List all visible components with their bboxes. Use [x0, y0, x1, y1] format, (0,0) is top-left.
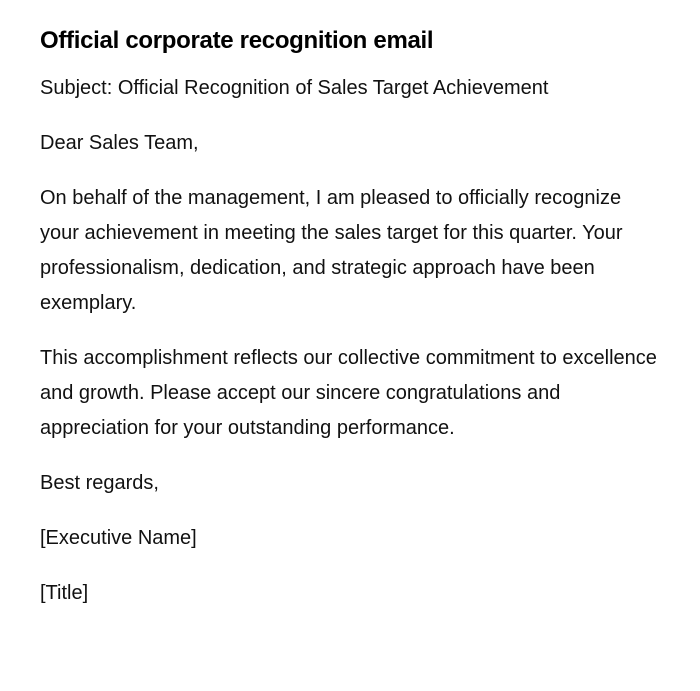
document-title: Official corporate recognition email: [40, 27, 434, 54]
email-body-paragraph-2: This accomplishment reflects our collective commitment to excellence and growth. Please accept our sincere congratulations and appreciation for your outstanding performance.: [40, 347, 657, 439]
email-subject: Subject: Official Recognition of Sales Target Achievement: [40, 77, 549, 99]
signature-name: [Executive Name]: [40, 527, 197, 549]
email-closing: Best regards,: [40, 472, 159, 494]
email-body-paragraph-1: On behalf of the management, I am pleased to officially recognize your achievement in meeting the sales target for this quarter. Your professionalism, dedication, and strategic approach have been exemplary.: [40, 187, 623, 314]
signature-title: [Title]: [40, 582, 89, 604]
email-greeting: Dear Sales Team,: [40, 132, 199, 154]
email-document: [40, 26, 660, 631]
